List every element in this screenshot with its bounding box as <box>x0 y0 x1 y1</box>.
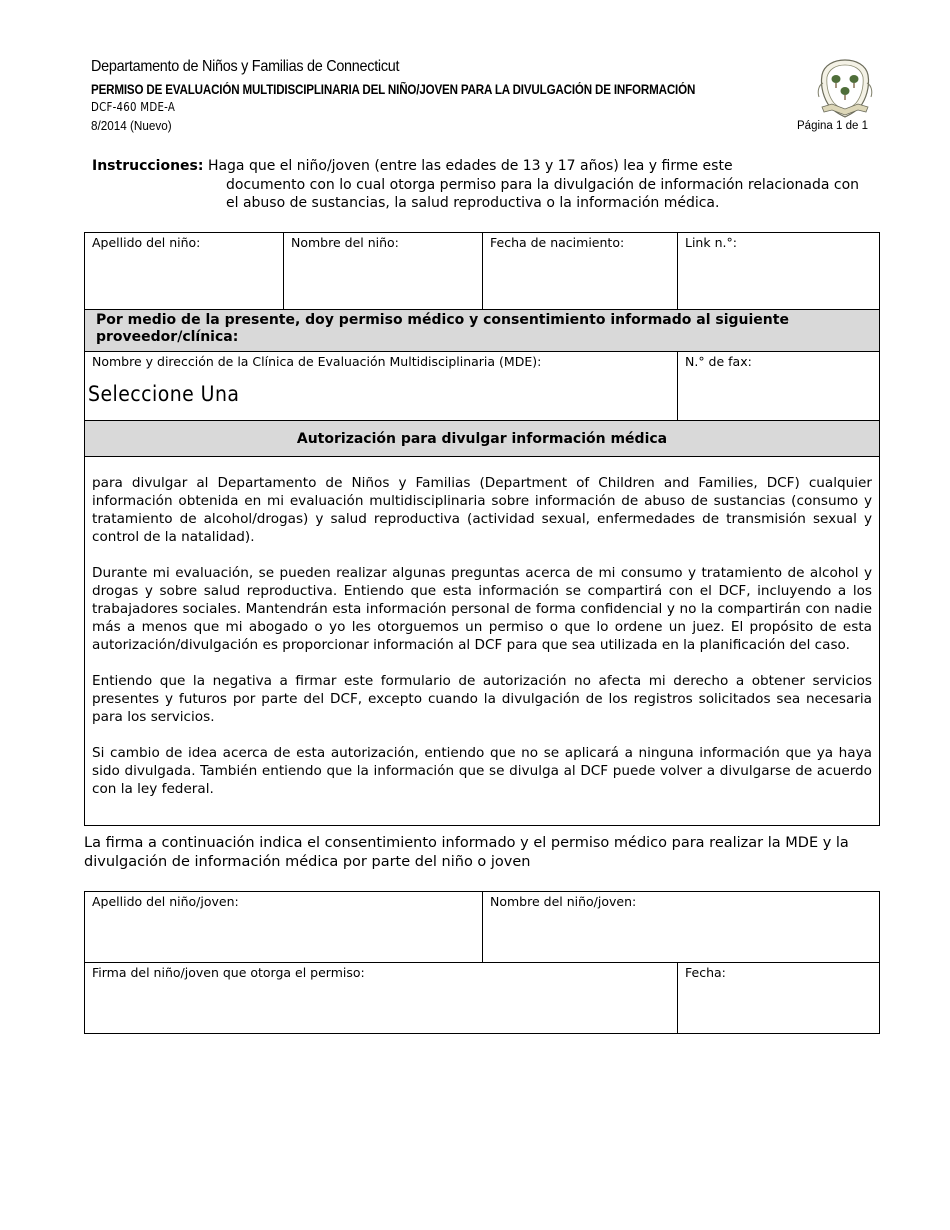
signature-date-field[interactable] <box>678 963 879 1033</box>
signature-label: Firma del niño/joven que otorga el permiso: <box>92 965 365 980</box>
link-number-field[interactable] <box>678 233 879 309</box>
provider-heading: Por medio de la presente, doy permiso médico y consentimiento informado al siguiente proveedor/clínica: <box>85 310 879 352</box>
clinic-select[interactable]: Seleccione Una <box>88 382 240 406</box>
authorization-heading: Autorización para divulgar información médica <box>85 421 879 457</box>
authorization-paragraph: Si cambio de idea acerca de esta autorización, entiendo que no se aplicará a ninguna información que ya haya sido divulgada. También entiendo que la información que se divulga al DCF puede volver a divulgarse de acuerdo con la ley federal. <box>92 745 872 797</box>
child-info-row <box>85 233 879 310</box>
authorization-paragraph: para divulgar al Departamento de Niños y Familias (Department of Children and Families, DCF) cualquier información obtenida en mi evaluación multidisciplinaria sobre información de abuso de sustancias (consumo y tratamiento de alcohol/drogas) y salud reproductiva (actividad sexual, enfermedades de transmisión sexual y control de la natalidad). <box>92 475 872 545</box>
signature-row <box>85 963 879 1033</box>
youth-first-name-field[interactable] <box>483 892 879 962</box>
signature-date-label: Fecha: <box>685 965 726 980</box>
signature-table <box>84 891 880 1034</box>
link-number-label: Link n.°: <box>685 235 737 250</box>
child-first-name-field[interactable] <box>284 233 483 309</box>
clinic-field[interactable] <box>85 352 678 420</box>
youth-first-name-label: Nombre del niño/joven: <box>490 894 637 909</box>
clinic-label: Nombre y dirección de la Clínica de Evaluación Multidisciplinaria (MDE): <box>92 354 542 369</box>
child-first-name-label: Nombre del niño: <box>291 235 399 250</box>
instructions-text-continued: documento con lo cual otorga permiso para la divulgación de información relacionada con el abuso de sustancias, la salud reproductiva o la información médica. <box>226 176 860 211</box>
youth-last-name-label: Apellido del niño/joven: <box>92 894 239 909</box>
state-seal-icon <box>816 57 874 119</box>
child-last-name-field[interactable] <box>85 233 284 309</box>
authorization-paragraph: Durante mi evaluación, se pueden realizar algunas preguntas acerca de mi consumo y tratamiento de alcohol y drogas y sobre salud reproductiva. Entiendo que esta información se compartirá con el DCF, incluyendo a los trabajadores sociales. Mantendrán esta información personal de forma confidencial y no la compartirán con nadie más a menos que mi abogado o yo les otorguemos un permiso o que lo ordene un juez. El propósito de esta autorización/divulgación es proporcionar información al DCF para que sea utilizada en la planificación del caso. <box>92 565 872 653</box>
instructions-label: Instrucciones: <box>92 158 204 174</box>
instructions <box>92 157 862 213</box>
release-form-table <box>84 232 880 826</box>
fax-field[interactable] <box>678 352 879 420</box>
form-date: 8/2014 (Nuevo) <box>91 118 172 133</box>
fax-label: N.° de fax: <box>685 354 752 369</box>
page-number: Página 1 de 1 <box>797 120 868 132</box>
authorization-paragraph: Entiendo que la negativa a firmar este formulario de autorización no afecta mi derecho a obtener servicios presentes y futuros por parte del DCF, excepto cuando la divulgación de los registros solicitados sea necesaria para los servicios. <box>92 673 872 725</box>
clinic-row <box>85 352 879 421</box>
form-code: DCF-460 MDE-A <box>91 100 176 114</box>
youth-name-row <box>85 892 879 963</box>
child-last-name-label: Apellido del niño: <box>92 235 201 250</box>
youth-last-name-field[interactable] <box>85 892 483 962</box>
form-title: PERMISO DE EVALUACIÓN MULTIDISCIPLINARIA DEL NIÑO/JOVEN PARA LA DIVULGACIÓN DE INFORMACIÓN <box>91 82 696 97</box>
department-name: Departamento de Niños y Familias de Connecticut <box>91 58 400 75</box>
child-dob-field[interactable] <box>483 233 678 309</box>
child-dob-label: Fecha de nacimiento: <box>490 235 625 250</box>
signature-field[interactable] <box>85 963 678 1033</box>
instructions-text: Haga que el niño/joven (entre las edades de 13 y 17 años) lea y firme este <box>207 158 733 174</box>
authorization-body <box>85 457 879 825</box>
consent-statement: La firma a continuación indica el consentimiento informado y el permiso médico para realizar la MDE y la divulgación de información médica por parte del niño o joven <box>84 835 849 870</box>
